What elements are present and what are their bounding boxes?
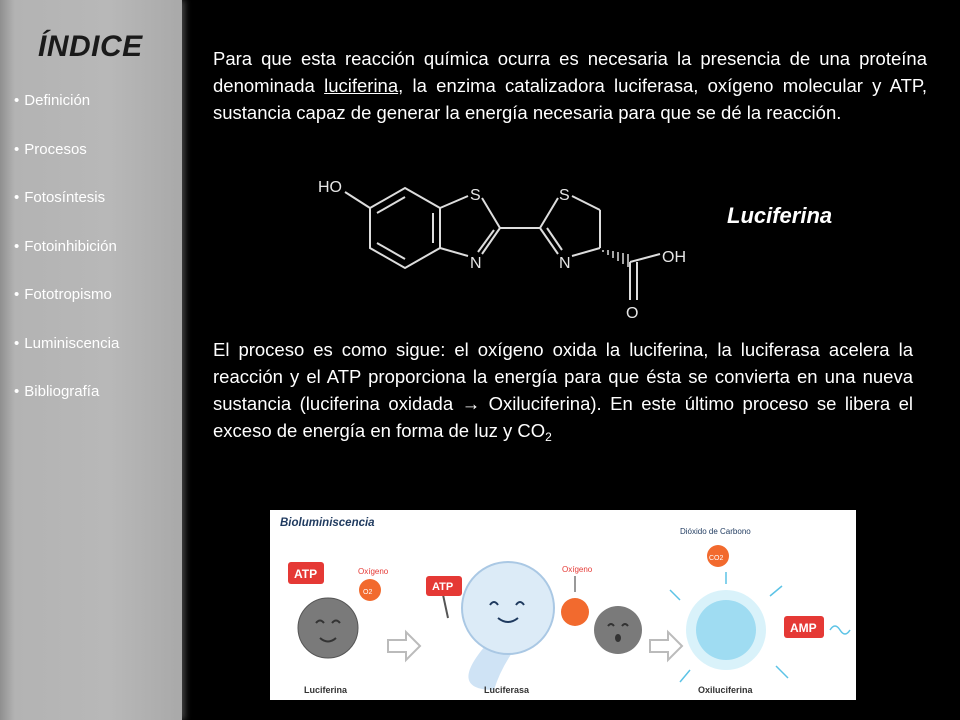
atom-s1-label: S: [470, 187, 481, 204]
sidebar: [0, 0, 182, 720]
sidebar-item-procesos[interactable]: [14, 141, 119, 190]
atom-oh-label: OH: [662, 249, 686, 266]
intro-paragraph: [213, 45, 927, 126]
caption-luciferasa: Luciferasa: [484, 685, 530, 695]
process-text-end: Oxiluciferina). En este último proceso se libera el exceso de energía en forma de luz y CO: [213, 393, 913, 441]
amp-tag-label: AMP: [790, 621, 817, 635]
sidebar-item-fototropismo[interactable]: [14, 286, 119, 335]
bullet-icon: •: [14, 92, 20, 109]
co2-subscript: 2: [545, 430, 552, 444]
sidebar-item-definicion[interactable]: [14, 92, 119, 141]
illustration-title: Bioluminiscencia: [280, 517, 375, 529]
oxygen-molecule-icon: [561, 598, 589, 626]
sidebar-item-label: Luminiscencia: [24, 334, 120, 352]
sidebar-item-label: Bibliografía: [24, 383, 100, 400]
caption-oxiluciferina: Oxiluciferina: [698, 685, 753, 695]
sidebar-item-fotosintesis[interactable]: [14, 189, 119, 238]
sidebar-item-luminiscencia[interactable]: [14, 335, 119, 384]
bullet-icon: •: [14, 237, 20, 255]
bullet-icon: •: [14, 140, 20, 158]
sidebar-item-label: Procesos: [24, 140, 87, 158]
sidebar-item-fotoinhibicion[interactable]: [14, 238, 119, 287]
atom-n1-label: N: [470, 255, 482, 272]
molecule-label: Luciferina: [727, 203, 833, 228]
luciferin-ball-icon: [298, 598, 358, 658]
arrow-right-icon: [650, 632, 682, 660]
oxygen-label-2: Oxígeno: [562, 565, 593, 574]
oxygen-label: Oxígeno: [358, 567, 389, 576]
co2-title: Dióxido de Carbono: [680, 527, 751, 536]
bioluminescence-drawing: [270, 510, 856, 700]
atp-flag-label: ATP: [432, 581, 454, 593]
oxyluciferin-glow-icon: [696, 600, 756, 660]
luciferin-structure-diagram: [300, 170, 700, 320]
atp-tag-label: ATP: [294, 567, 318, 581]
bullet-icon: •: [14, 383, 20, 400]
luciferase-character-icon: [462, 562, 554, 654]
atom-s2-label: S: [559, 187, 570, 204]
atom-n2-label: N: [559, 255, 571, 272]
sidebar-title: ÍNDICE: [38, 30, 143, 63]
process-paragraph: [213, 336, 913, 451]
atom-ho-label: HO: [318, 179, 342, 196]
sidebar-item-label: Definición: [24, 92, 91, 109]
sidebar-item-label: Fototropismo: [24, 286, 112, 303]
bullet-icon: •: [14, 334, 20, 352]
intro-text-end: , la enzima catalizadora luciferasa, oxígeno molecular y ATP, sustancia capaz de generar la energía necesaria para que se dé la reacción.: [213, 75, 927, 123]
luciferina-link[interactable]: luciferina: [324, 75, 399, 96]
process-text-start: El proceso es como sigue: el oxígeno oxida la luciferina, la luciferasa acelera la reacción y el ATP proporciona la energía para que ésta se convierta en una nueva sustancia (luciferina oxidada: [213, 339, 913, 414]
bullet-icon: •: [14, 286, 20, 303]
arrow-icon: →: [461, 393, 481, 414]
intro-text-start: Para que esta reacción química ocurra es necesaria la presencia de una proteína denominada: [213, 48, 927, 96]
luciferin-ball-icon: [594, 606, 642, 654]
bioluminescence-illustration: [270, 510, 856, 700]
sidebar-item-bibliografia[interactable]: [14, 383, 119, 432]
bullet-icon: •: [14, 189, 20, 206]
o2-label: O2: [363, 589, 373, 596]
atom-o-label: O: [626, 305, 639, 320]
sidebar-item-label: Fotoinhibición: [24, 237, 117, 255]
sidebar-item-label: Fotosíntesis: [24, 189, 106, 206]
arrow-right-icon: [388, 632, 420, 660]
co2-label: CO2: [709, 555, 724, 562]
sidebar-menu: [14, 92, 119, 432]
caption-luciferina: Luciferina: [304, 685, 348, 695]
